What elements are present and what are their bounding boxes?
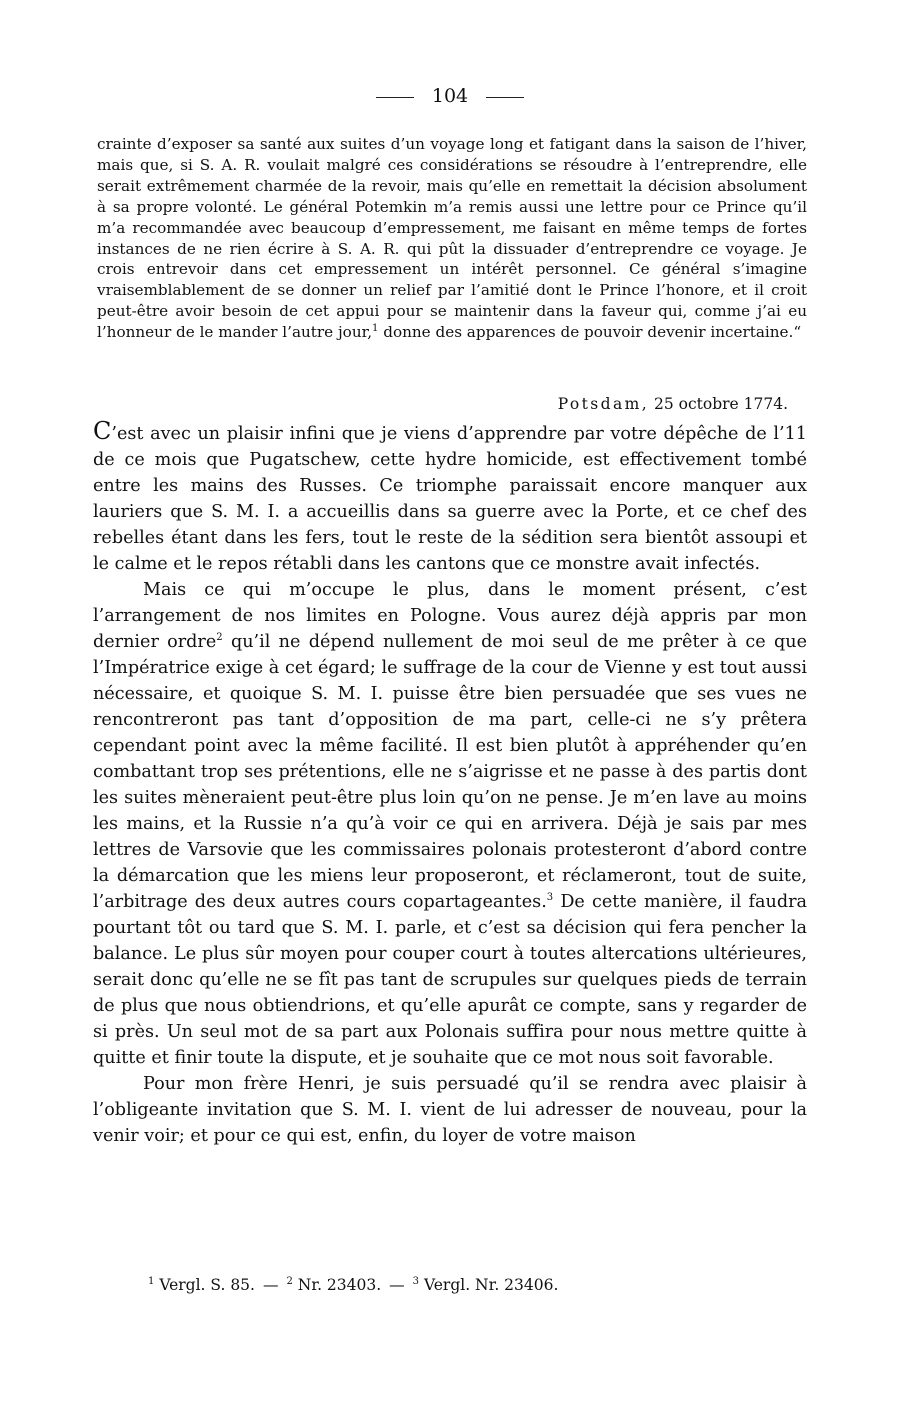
- paragraph-2-text-b: qu’il ne dépend nullement de moi seul de me prêter à ce que l’Impératrice exige à cet égard; le suffrage de la cour de Vienne y est tout aussi nécessaire, et quoique S. M. I. puisse être bien persuadée que ses vues ne rencontreront pas tant d’opposition de ma part, celle-ci ne s’y prêtera cependant point avec la même facilité. Il est bien plutôt à appréhender qu’en combattant trop ses prétentions, elle ne s’aigrisse et ne passe à des partis dont les suites mèneraient peut-être plus loin qu’on ne pense. Je m’en lave au moins les mains, et la Russie n’a qu’à voir ce qui en arrivera. Déjà je sais par mes lettres de Varsovie que les commissaires polonais protesteront d’abord contre la démarcation que les miens leur proposeront, et réclameront, tout de suite, l’arbitrage des deux autres cours copartageantes.: [93, 632, 808, 912]
- footnote-2: Nr. 23403.: [297, 1276, 382, 1294]
- footnotes: [148, 1274, 788, 1296]
- header-rule-right: [486, 97, 524, 98]
- dateline: [558, 393, 788, 415]
- header-rule-left: [376, 97, 414, 98]
- footnote-separator-1: —: [262, 1276, 279, 1294]
- paragraph-2-text-c: De cette manière, il faudra pourtant tôt ou tard que S. M. I. parle, et c’est sa décision qui fera pencher la balance. Le plus sûr moyen pour couper court à toutes altercations ultérieures, serait donc qu’elle ne se fît pas tant de scrupules sur quelques pieds de terrain de plus que nous obtiendrions, et qu’elle apurât ce compte, sans y regarder de si près. Un seul mot de sa part aux Polonais suffira pour nous mettre quitte à quitte et finir toute la dispute, et je souhaite que ce mot nous soit favorable.: [93, 892, 807, 1068]
- quoted-passage: [97, 134, 807, 343]
- paragraph-2: [93, 577, 807, 1071]
- footnote-2-mark: 2: [286, 1275, 293, 1287]
- page-header: [0, 84, 900, 108]
- paragraph-3: [93, 1071, 807, 1149]
- dateline-place: Potsdam,: [557, 395, 650, 413]
- footnote-3: Vergl. Nr. 23406.: [423, 1276, 559, 1294]
- footnote-1: Vergl. S. 85.: [159, 1276, 255, 1294]
- footnote-1-mark: 1: [148, 1275, 155, 1287]
- quote-text-end: donne des apparences de pouvoir devenir incertaine.“: [378, 323, 802, 342]
- drop-capital: C: [93, 417, 112, 445]
- page-number: 104: [431, 85, 469, 107]
- footnote-ref-1: 1: [372, 323, 379, 335]
- letter-body: [93, 418, 807, 1149]
- paragraph-1: [93, 418, 807, 577]
- footnote-ref-3: 3: [546, 892, 554, 904]
- paragraph-3-text: Pour mon frère Henri, je suis persuadé qu’il se rendra avec plaisir à l’obligeante invitation que S. M. I. vient de lui adresser de nouveau, pour la venir voir; et pour ce qui est, enfin, du loyer de votre maison: [93, 1074, 807, 1146]
- dateline-date: 25 octobre 1774.: [653, 395, 788, 413]
- quote-text: crainte d’exposer sa santé aux suites d’un voyage long et fatigant dans la saison de l’hiver, mais que, si S. A. R. voulait malgré ces considérations se résoudre à l’entreprendre, elle serait extrêmement charmée de la revoir, mais qu’elle en remettait la décision absolument à sa propre volonté. Le général Potemkin m’a remis aussi une lettre pour ce Prince qu’il m’a recommandée avec beaucoup d’empressement, me faisant en même temps de fortes instances de ne rien écrire à S. A. R. qui pût la dissuader d’entreprendre ce voyage. Je crois entrevoir dans cet empressement un intérêt personnel. Ce général s’imagine vraisemblablement de se donner un relief par l’amitié dont le Prince l’honore, et il croit peut-être avoir besoin de cet appui pour se maintenir dans la faveur qui, comme j’ai eu l’honneur de le mander l’autre jour,: [97, 135, 807, 342]
- paragraph-1-text: ’est avec un plaisir infini que je viens d’apprendre par votre dépêche de l’11 de ce mois que Pugatschew, cette hydre homicide, est effectivement tombé entre les mains des Russes. Ce triomphe paraissait encore manquer aux lauriers que S. M. I. a accueillis dans sa guerre avec la Porte, et ce chef des rebelles étant dans les fers, tout le reste de la sédition sera bientôt assoupi et le calme et le repos rétabli dans les cantons que ce monstre avait infectés.: [93, 424, 807, 574]
- footnote-ref-2: 2: [216, 632, 223, 644]
- footnote-separator-2: —: [389, 1276, 405, 1294]
- footnote-3-mark: 3: [412, 1275, 420, 1287]
- paragraph-2-text-a: Mais ce qui m’occupe le plus, dans le moment présent, c’est l’arrangement de nos limites en Pologne. Vous aurez déjà appris par mon dernier ordre: [93, 580, 807, 652]
